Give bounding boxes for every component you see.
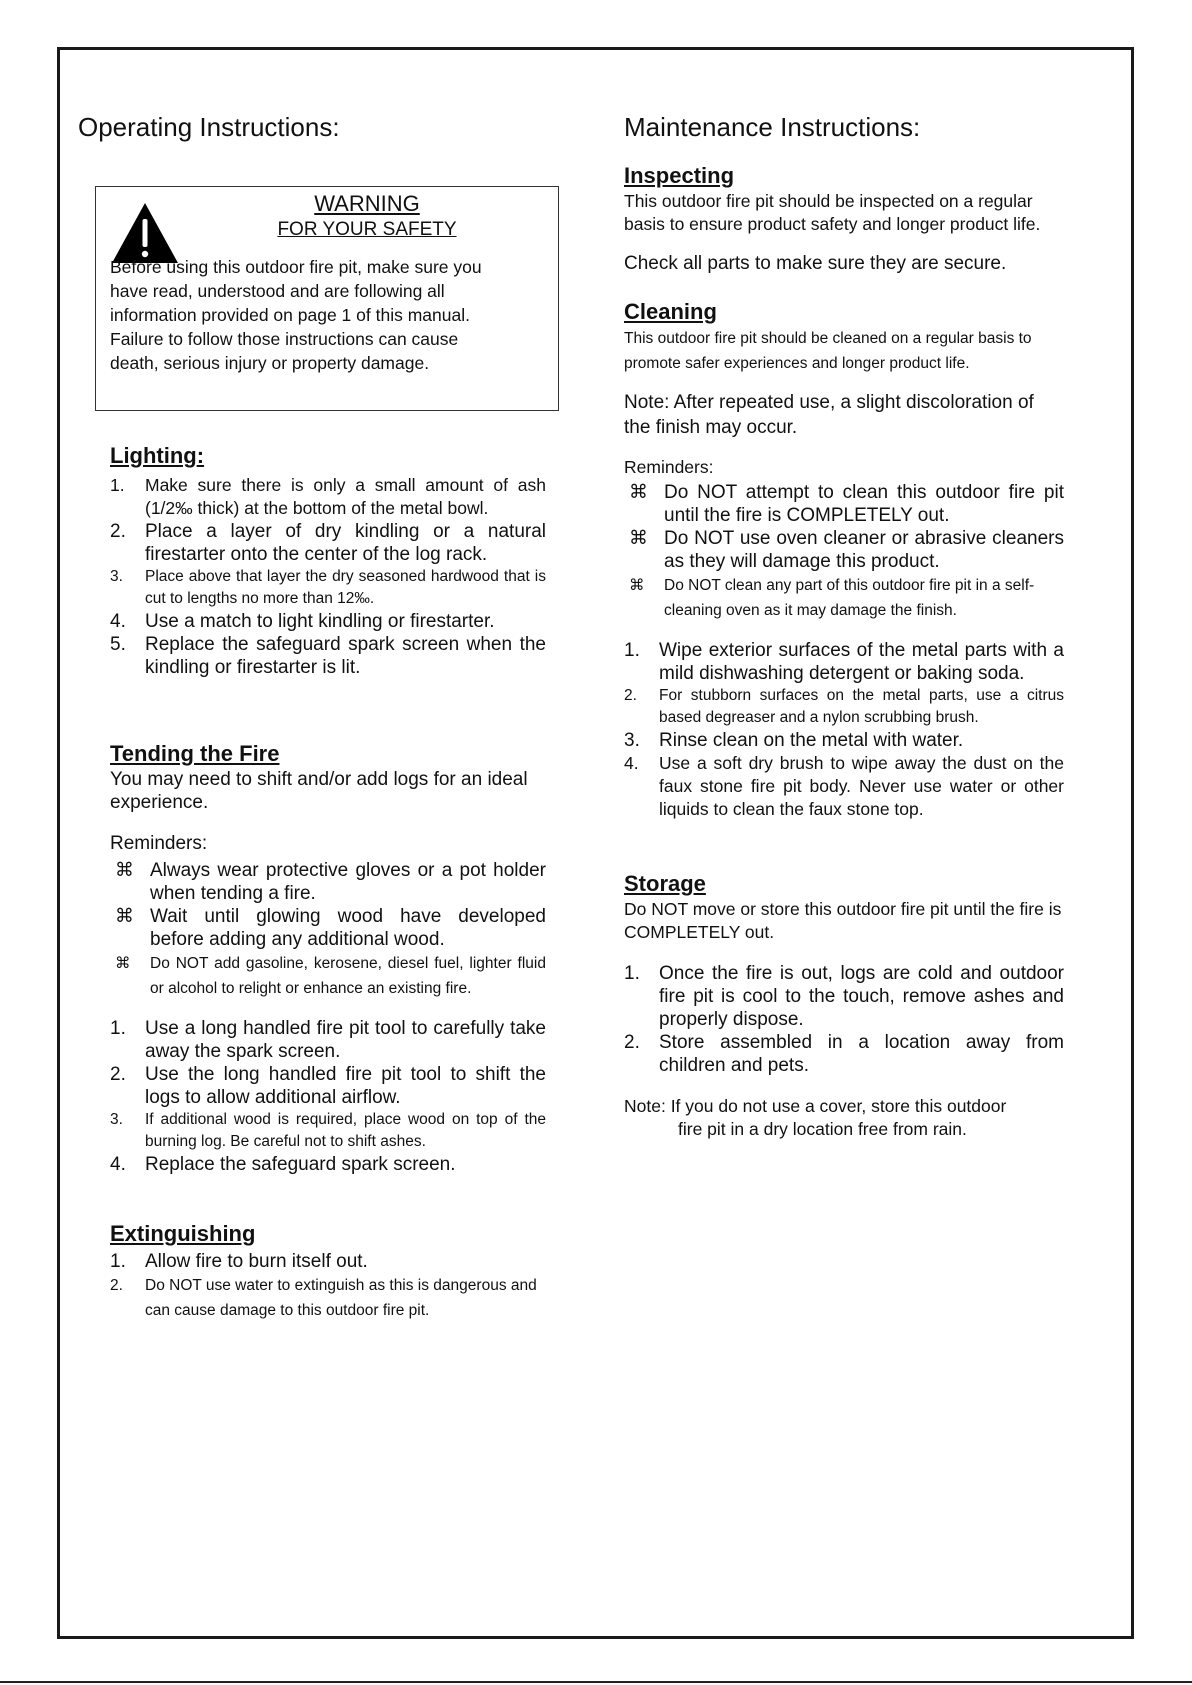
inspecting-heading: Inspecting xyxy=(624,163,735,188)
list-item: 2. Do NOT use water to extinguish as this is dangerous and can cause damage to this outdoor fire pit. xyxy=(110,1276,537,1319)
warning-line: Before using this outdoor fire pit, make sure you xyxy=(110,257,482,277)
list-item: 1. Allow fire to burn itself out. xyxy=(110,1250,368,1272)
warning-line: information provided on page 1 of this manual. xyxy=(110,305,470,325)
list-item: ⌘ Do NOT add gasoline, kerosene, diesel fuel, lighter fluid or alcohol to relight or enhance an existing fire. xyxy=(115,953,546,997)
cleaning-reminders xyxy=(624,481,1064,623)
list-item: 3. If additional wood is required, place wood on top of the burning log. Be careful not to shift ashes. xyxy=(110,1110,546,1150)
extinguishing-heading: Extinguishing xyxy=(110,1221,256,1246)
storage-note-line2: fire pit in a dry location free from rain. xyxy=(678,1118,967,1139)
list-item: 2. Use the long handled fire pit tool to shift the logs to allow additional airflow. xyxy=(110,1063,546,1108)
warning-text xyxy=(110,255,530,375)
warning-box xyxy=(95,186,559,411)
maintenance-title: Maintenance Instructions: xyxy=(624,112,921,142)
tending-reminders xyxy=(110,859,546,1001)
storage-steps xyxy=(624,962,1064,1077)
list-item: ⌘ Do NOT attempt to clean this outdoor fire pit until the fire is COMPLETELY out. xyxy=(629,480,1064,526)
list-item: 2. Store assembled in a location away from children and pets. xyxy=(624,1031,1064,1076)
warning-title: WARNING xyxy=(314,191,420,216)
inspecting-check: Check all parts to make sure they are secure. xyxy=(624,252,1007,274)
cleaning-section xyxy=(624,298,1064,821)
storage-text: Do NOT move or store this outdoor fire pit until the fire is COMPLETELY out. xyxy=(624,898,1062,942)
reminders-label: Reminders: xyxy=(624,456,714,477)
tending-intro: You may need to shift and/or add logs for an ideal experience. xyxy=(110,768,528,813)
cleaning-heading: Cleaning xyxy=(624,299,717,324)
extinguishing-section xyxy=(110,1220,546,1323)
list-item: ⌘ Wait until glowing wood have developed before adding any additional wood. xyxy=(115,904,546,950)
cleaning-note: Note: After repeated use, a slight discoloration of the finish may occur. xyxy=(624,391,1034,438)
warning-subtitle: FOR YOUR SAFETY xyxy=(277,219,457,240)
storage-note-line1: Note: If you do not use a cover, store this outdoor xyxy=(624,1095,1007,1116)
warning-line: have read, understood and are following all xyxy=(110,281,445,301)
list-item: 1. Use a long handled fire pit tool to carefully take away the spark screen. xyxy=(110,1017,546,1062)
list-item: 4. Use a soft dry brush to wipe away the dust on the faux stone fire pit body. Never use water or other liquids to clean the faux stone top. xyxy=(624,752,1064,819)
tending-heading: Tending the Fire xyxy=(110,741,280,766)
tending-steps xyxy=(110,1017,546,1176)
lighting-steps xyxy=(110,474,546,679)
list-item: 2. Place a layer of dry kindling or a natural firestarter onto the center of the log rack. xyxy=(110,520,546,565)
extinguishing-steps xyxy=(110,1250,546,1323)
list-item: 4. Replace the safeguard spark screen. xyxy=(110,1153,456,1175)
list-item: ⌘ Do NOT use oven cleaner or abrasive cleaners as they will damage this product. xyxy=(629,526,1064,572)
lighting-section xyxy=(110,442,546,679)
warning-line: death, serious injury or property damage. xyxy=(110,353,430,373)
list-item: ⌘ Always wear protective gloves or a pot holder when tending a fire. xyxy=(115,858,546,904)
tending-section xyxy=(110,740,546,1176)
operating-title: Operating Instructions: xyxy=(78,112,340,142)
list-item: ⌘ Do NOT clean any part of this outdoor fire pit in a self-cleaning oven as it may damage the finish. xyxy=(629,575,1035,619)
inspecting-section xyxy=(624,162,1062,275)
storage-section xyxy=(624,870,1064,1141)
list-item: 2. For stubborn surfaces on the metal parts, use a citrus based degreaser and a nylon scrubbing brush. xyxy=(624,686,1064,726)
list-item: 4. Use a match to light kindling or firestarter. xyxy=(110,610,495,632)
list-item: 1. Once the fire is out, logs are cold and outdoor fire pit is cool to the touch, remove ashes and properly dispose. xyxy=(624,962,1064,1030)
cleaning-steps xyxy=(624,639,1064,821)
inspecting-text: This outdoor fire pit should be inspected on a regular basis to ensure product safety and longer product life. xyxy=(624,190,1041,234)
reminders-label: Reminders: xyxy=(110,832,208,854)
lighting-heading: Lighting: xyxy=(110,443,205,468)
warning-line: Failure to follow those instructions can cause xyxy=(110,329,459,349)
list-item: 1. Make sure there is only a small amount of ash (1/2‰ thick) at the bottom of the metal bowl. xyxy=(110,474,546,518)
list-item: 3. Place above that layer the dry seasoned hardwood that is cut to lengths no more than 12‰. xyxy=(110,567,546,607)
list-item: 3. Rinse clean on the metal with water. xyxy=(624,729,964,751)
bottom-rule xyxy=(0,1681,1192,1683)
storage-heading: Storage xyxy=(624,871,706,896)
list-item: 5. Replace the safeguard spark screen when the kindling or firestarter is lit. xyxy=(110,633,546,678)
list-item: 1. Wipe exterior surfaces of the metal parts with a mild dishwashing detergent or baking soda. xyxy=(624,639,1064,684)
cleaning-text: This outdoor fire pit should be cleaned on a regular basis to promote safer experiences and longer product life. xyxy=(624,329,1032,372)
